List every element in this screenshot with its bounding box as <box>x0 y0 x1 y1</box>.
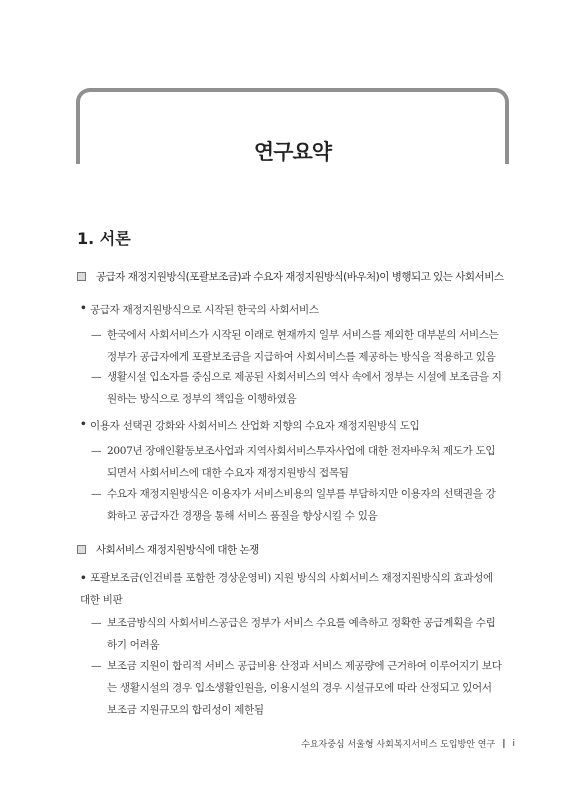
section-heading: 1. 서론 <box>77 229 131 248</box>
dash-text: 보조금 지원규모의 합리성이 제한됨 <box>107 704 264 716</box>
dash-item <box>91 655 511 721</box>
dash-text: 는 생활시설의 경우 입소생활인원을, 이용시설의 경우 시설규모에 따라 산정되고 있어서 <box>107 682 492 694</box>
dash-item <box>91 612 511 656</box>
bullet-text: 이용자 선택권 강화와 사회서비스 산업화 지향의 수요자 재정지원방식 도입 <box>90 420 420 432</box>
dash-text: 한국에서 사회서비스가 시작된 이래로 현재까지 일부 서비스를 제외한 대부분의 서비스는 <box>107 329 499 341</box>
dash-text: 화하고 공급자간 경쟁을 통해 서비스 품질을 향상시킬 수 있음 <box>107 510 378 522</box>
dash-text: 되면서 사회서비스에 대한 수요자 재정지원방식 접목됨 <box>107 467 349 479</box>
topic-text: 사회서비스 재정지원방식에 대한 논쟁 <box>96 544 259 556</box>
bullet-item <box>80 418 419 433</box>
footer-separator: | <box>502 738 506 749</box>
dash-item <box>91 483 511 527</box>
dash-text: 보조금 지원이 합리적 서비스 공급비용 산정과 서비스 제공량에 근거하여 이루어지기 보다 <box>107 660 502 672</box>
topic-item <box>77 542 259 557</box>
square-bullet-icon <box>77 272 86 281</box>
bullet-text: 포괄보조금(인건비를 포함한 경상운영비) 지원 방식의 사회서비스 재정지원방식의 효과성에 <box>90 572 493 584</box>
square-bullet-icon <box>77 545 86 554</box>
bullet-item <box>80 302 319 317</box>
page-footer <box>301 737 515 750</box>
dash-item <box>91 366 511 410</box>
dash-text: 수요자 재정지원방식은 이용자가 서비스비용의 일부를 부담하지만 이용자의 선택권을 강 <box>107 488 496 500</box>
dash-item <box>91 324 511 368</box>
dash-icon: — <box>91 488 102 500</box>
dash-icon: — <box>91 617 102 629</box>
page-number: i <box>512 738 515 749</box>
bullet-item <box>80 567 510 611</box>
dash-text: 생활시설 입소자를 중심으로 제공된 사회서비스의 역사 속에서 정부는 시설에 보조금을 지 <box>107 371 502 383</box>
dash-text: 하기 어려움 <box>107 639 160 651</box>
topic-item <box>77 269 504 284</box>
topic-text: 공급자 재정지원방식(포괄보조금)과 수요자 재정지원방식(바우처)이 병행되고 있는 사회서비스 <box>96 271 504 283</box>
title-box <box>76 88 509 164</box>
dash-icon: — <box>91 371 102 383</box>
bullet-dot-icon: • <box>80 418 87 430</box>
dash-item <box>91 440 511 484</box>
dash-icon: — <box>91 329 102 341</box>
footer-title: 수요자중심 서울형 사회복지서비스 도입방안 연구 <box>301 740 496 750</box>
bullet-dot-icon: • <box>80 302 87 314</box>
page-title: 연구요약 <box>253 140 332 164</box>
bullet-dot-icon: • <box>80 572 87 584</box>
dash-text: 정부가 공급자에게 포괄보조금을 지급하여 사회서비스를 제공하는 방식을 적용하고 있음 <box>107 351 496 363</box>
dash-icon: — <box>91 445 102 457</box>
bullet-text: 공급자 재정지원방식으로 시작된 한국의 사회서비스 <box>90 304 319 316</box>
dash-text: 보조금방식의 사회서비스공급은 정부가 서비스 수요를 예측하고 정확한 공급계획을 수립 <box>107 617 496 629</box>
dash-text: 원하는 방식으로 정부의 책임을 이행하였음 <box>107 393 297 405</box>
dash-text: 2007년 장애인활동보조사업과 지역사회서비스투자사업에 대한 전자바우처 제도가 도입 <box>107 445 496 457</box>
bullet-text: 대한 비판 <box>80 594 123 606</box>
dash-icon: — <box>91 660 102 672</box>
